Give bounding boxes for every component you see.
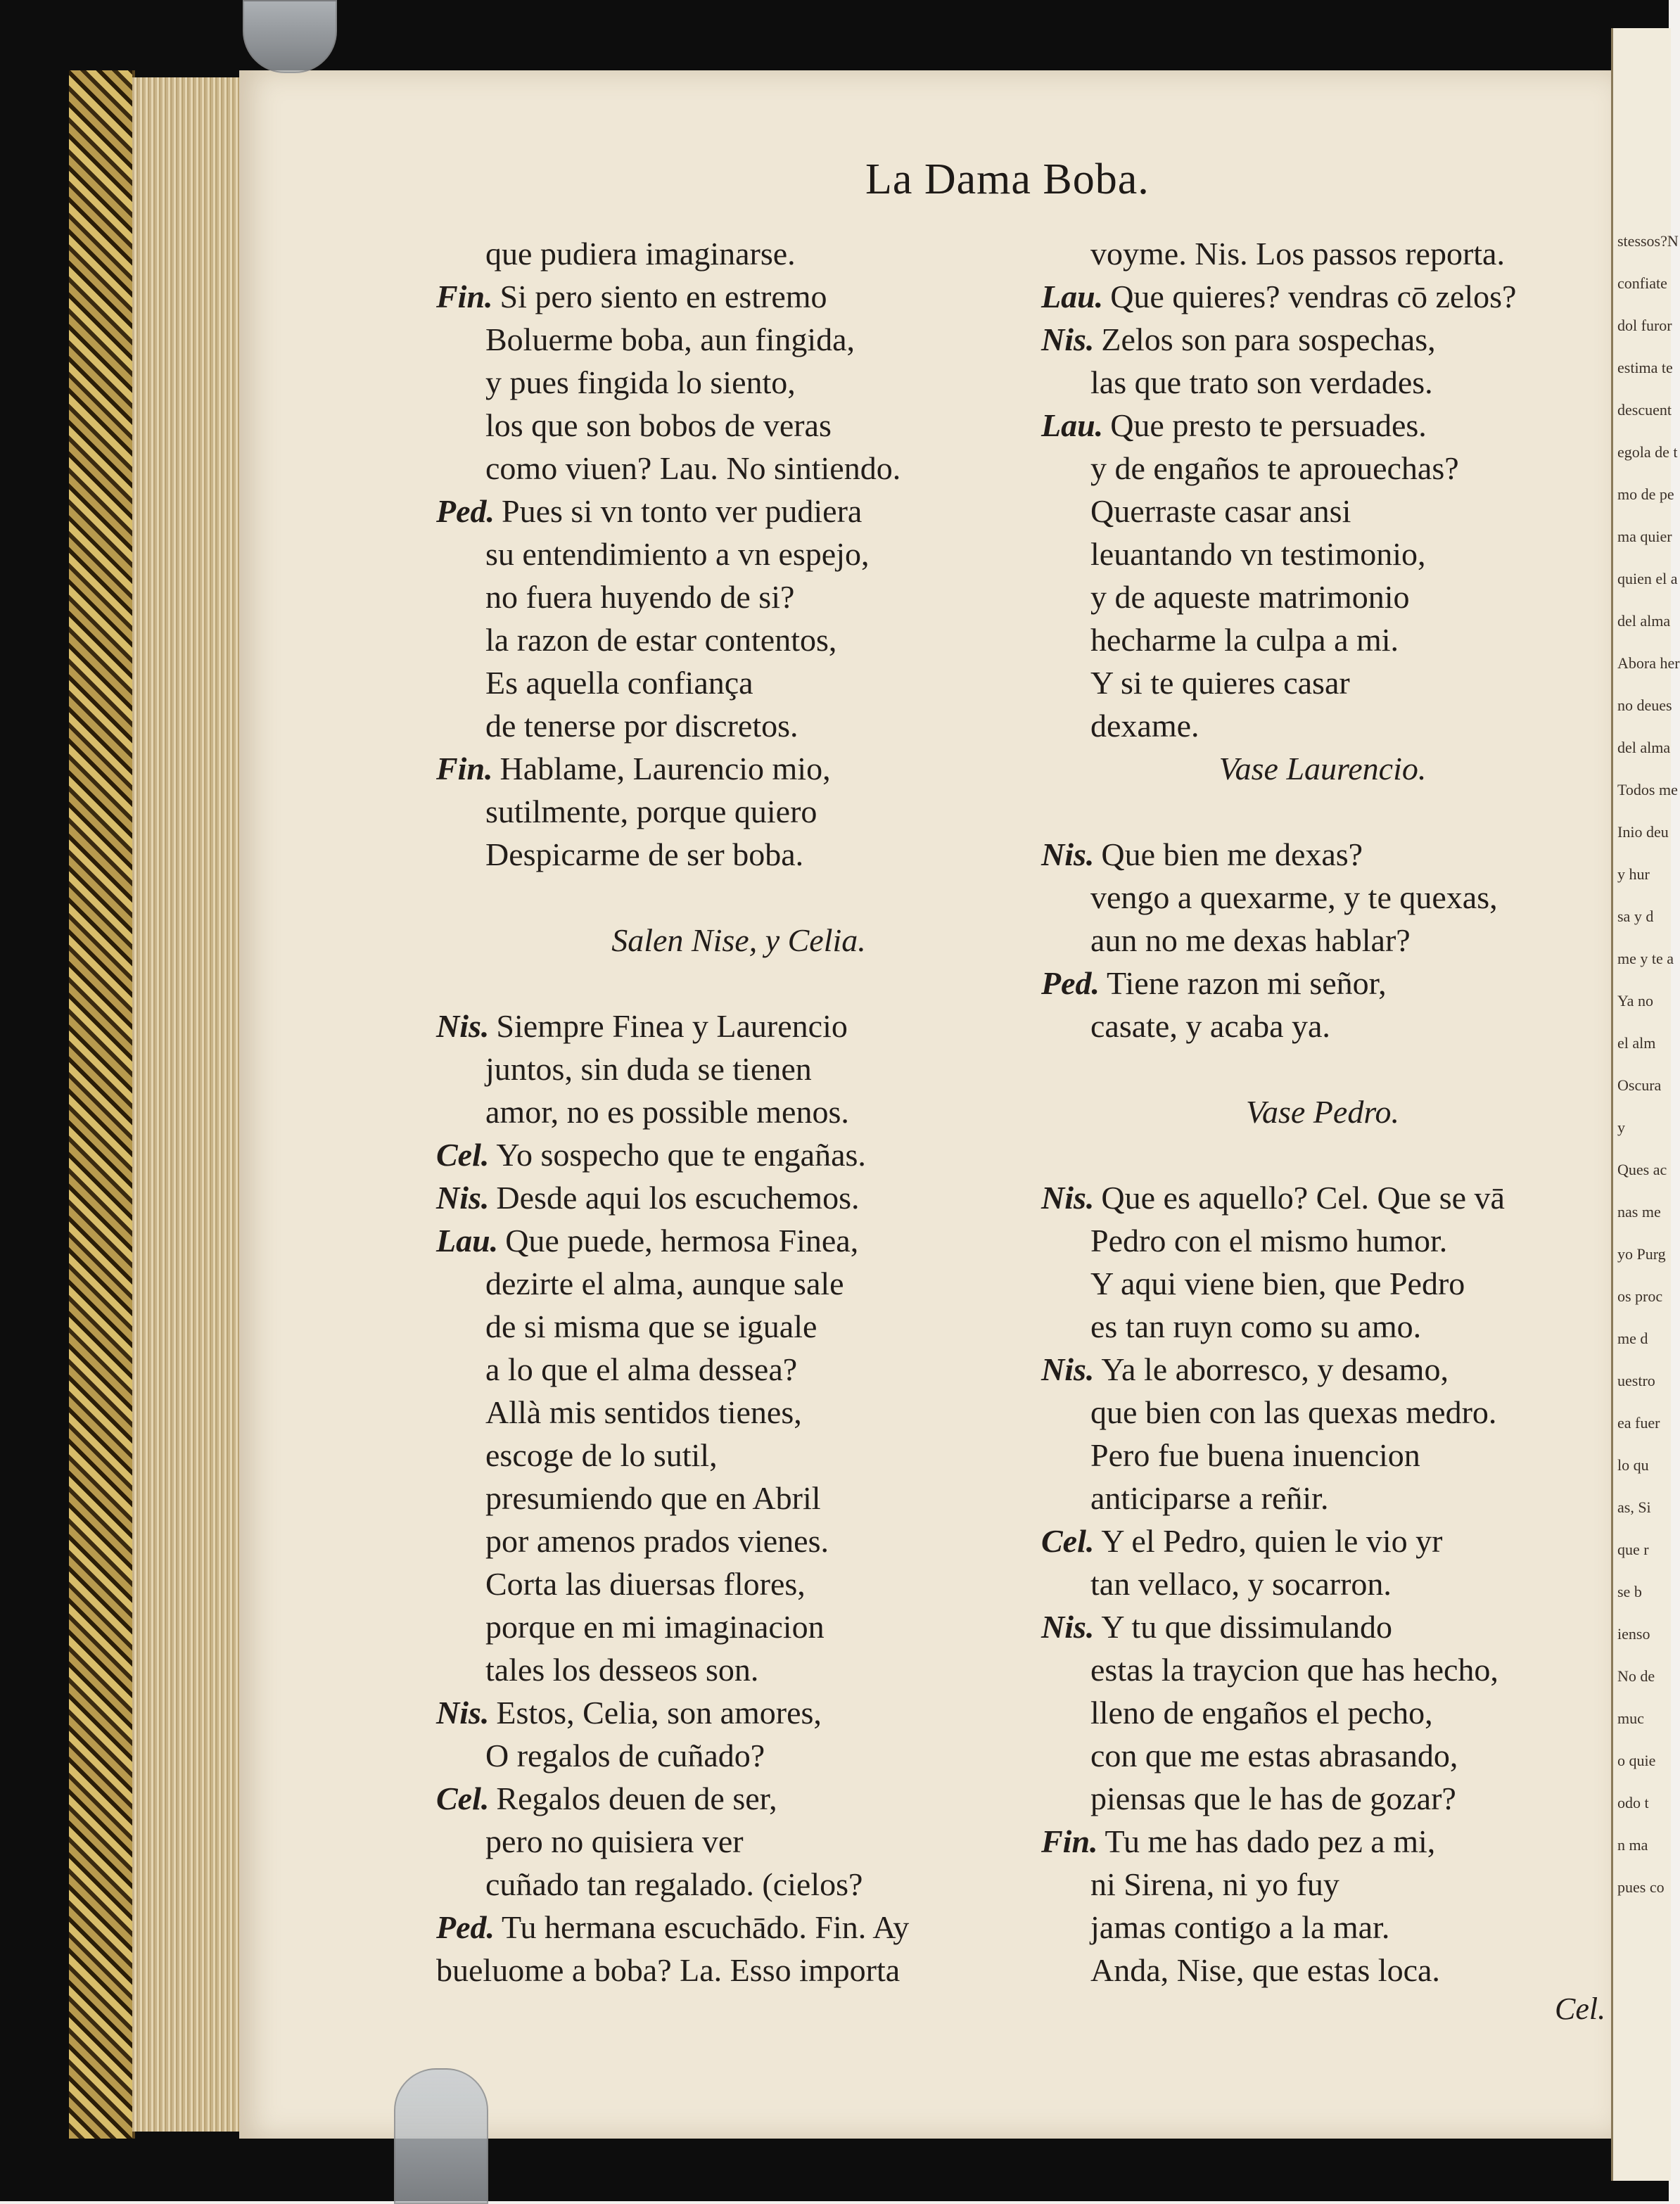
verse-line bbox=[1041, 533, 1604, 575]
verse-line bbox=[1041, 876, 1604, 919]
verse-text: Ya le aborresco, y desamo, bbox=[1101, 1351, 1449, 1387]
verse-text: Siempre Finea y Laurencio bbox=[496, 1008, 848, 1044]
verse-line bbox=[436, 1777, 1041, 1820]
verse-line bbox=[436, 1348, 1041, 1391]
speaker-label: Ped. bbox=[1041, 965, 1100, 1001]
verse-line bbox=[436, 404, 1041, 447]
verse-line bbox=[436, 1262, 1041, 1305]
verse-line bbox=[1041, 318, 1604, 361]
verse-line bbox=[1041, 1005, 1604, 1047]
next-page-fragment: ea fuer bbox=[1617, 1414, 1660, 1432]
verse-line bbox=[436, 1176, 1041, 1219]
verse-text: cuñado tan regalado. (cielos? bbox=[485, 1866, 863, 1902]
verse-line bbox=[436, 618, 1041, 661]
verse-text: Yo sospecho que te engañas. bbox=[496, 1137, 866, 1173]
verse-text: Boluerme boba, aun fingida, bbox=[485, 321, 855, 357]
verse-line bbox=[436, 1434, 1041, 1477]
next-page-fragment: Oscura bbox=[1617, 1076, 1662, 1094]
next-page-fragment: descuent bbox=[1617, 401, 1672, 419]
verse-text: Que bien me dexas? bbox=[1101, 836, 1363, 872]
verse-line bbox=[436, 1133, 1041, 1176]
verse-line bbox=[436, 1863, 1041, 1906]
speaker-label: Fin. bbox=[436, 751, 493, 786]
next-page-fragment: Inio deu bbox=[1617, 823, 1669, 841]
next-page-fragment: o quie bbox=[1617, 1752, 1656, 1769]
verse-line bbox=[436, 1047, 1041, 1090]
verse-text: casate, y acaba ya. bbox=[1090, 1008, 1330, 1044]
gilded-binding-edge bbox=[69, 70, 135, 2139]
verse-text: y pues fingida lo siento, bbox=[485, 364, 796, 400]
verse-line bbox=[436, 533, 1041, 575]
speaker-label: Fin. bbox=[436, 279, 493, 314]
verse-line bbox=[1041, 833, 1604, 876]
speaker-label: Ped. bbox=[436, 493, 495, 529]
verse-text: hecharme la culpa a mi. bbox=[1090, 622, 1399, 658]
verse-text: la razon de estar contentos, bbox=[485, 622, 837, 658]
verse-line bbox=[436, 1949, 1041, 1992]
next-page-fragment: se b bbox=[1617, 1583, 1642, 1600]
verse-text: sutilmente, porque quiero bbox=[485, 794, 817, 829]
speaker-label: Nis. bbox=[1041, 321, 1095, 357]
verse-line bbox=[436, 575, 1041, 618]
verse-text: jamas contigo a la mar. bbox=[1090, 1909, 1390, 1945]
verse-text: por amenos prados vienes. bbox=[485, 1523, 829, 1559]
verse-text: Corta las diuersas flores, bbox=[485, 1566, 806, 1602]
verse-text: su entendimiento a vn espejo, bbox=[485, 536, 870, 572]
verse-text: Que presto te persuades. bbox=[1110, 407, 1427, 443]
verse-line bbox=[1041, 1691, 1604, 1734]
next-page-fragment: muc bbox=[1617, 1709, 1644, 1727]
verse-text: Es aquella confiança bbox=[485, 665, 753, 701]
verse-text: Pedro con el mismo humor. bbox=[1090, 1223, 1448, 1259]
verse-text: Y aqui viene bien, que Pedro bbox=[1090, 1266, 1465, 1301]
verse-line bbox=[436, 447, 1041, 490]
verse-text: es tan ruyn como su amo. bbox=[1090, 1308, 1422, 1344]
verse-text: Querraste casar ansi bbox=[1090, 493, 1351, 529]
verse-text: y de engaños te aprouechas? bbox=[1090, 450, 1459, 486]
next-page-fragment: quien el a bbox=[1617, 570, 1678, 587]
verse-line bbox=[436, 1906, 1041, 1949]
verse-text: ni Sirena, ni yo fuy bbox=[1090, 1866, 1339, 1902]
verse-line bbox=[436, 318, 1041, 361]
next-page-fragment: que r bbox=[1617, 1541, 1649, 1558]
verse-text: Anda, Nise, que estas loca. bbox=[1090, 1952, 1440, 1988]
right-text-column bbox=[1041, 232, 1604, 1992]
verse-line bbox=[1041, 661, 1604, 704]
verse-text: porque en mi imaginacion bbox=[485, 1609, 825, 1645]
verse-text: Allà mis sentidos tienes, bbox=[485, 1394, 802, 1430]
verse-text: de si misma que se iguale bbox=[485, 1308, 817, 1344]
stage-direction: Vase Pedro. bbox=[1245, 1094, 1400, 1130]
verse-text: Si pero siento en estremo bbox=[499, 279, 827, 314]
verse-line bbox=[1041, 404, 1604, 447]
next-page-fragment: no deues bbox=[1617, 696, 1672, 714]
verse-line bbox=[436, 1691, 1041, 1734]
verse-text: Tu me has dado pez a mi, bbox=[1105, 1823, 1436, 1859]
catchword: Cel. bbox=[1555, 1992, 1606, 2026]
verse-text: pero no quisiera ver bbox=[485, 1823, 744, 1859]
next-page-fragment: yo Purg bbox=[1617, 1245, 1666, 1263]
verse-line bbox=[1041, 704, 1604, 747]
verse-line bbox=[1041, 1477, 1604, 1520]
verse-text: juntos, sin duda se tienen bbox=[485, 1051, 812, 1087]
verse-text: Y el Pedro, quien le vio yr bbox=[1101, 1523, 1443, 1559]
verse-text: bueluome a boba? La. Esso importa bbox=[436, 1952, 901, 1988]
verse-text: vengo a quexarme, y te quexas, bbox=[1090, 879, 1498, 915]
next-page-fragment: y hur bbox=[1617, 865, 1650, 883]
next-page-fragment: confiate bbox=[1617, 274, 1667, 292]
next-page-fragment: stessos?N bbox=[1617, 232, 1679, 250]
verse-line bbox=[1041, 232, 1604, 275]
adjacent-page-sliver bbox=[1611, 28, 1680, 2181]
next-page-fragment: ienso bbox=[1617, 1625, 1650, 1643]
running-title: La Dama Boba. bbox=[865, 155, 1150, 203]
verse-line bbox=[436, 1820, 1041, 1863]
verse-text: como viuen? Lau. No sintiendo. bbox=[485, 450, 901, 486]
next-page-fragment: sa y d bbox=[1617, 907, 1654, 925]
speaker-label: Nis. bbox=[1041, 1609, 1095, 1645]
verse-text: presumiendo que en Abril bbox=[485, 1480, 821, 1516]
speaker-label: Nis. bbox=[1041, 836, 1095, 872]
verse-line bbox=[1041, 1605, 1604, 1648]
blank-line bbox=[1041, 790, 1604, 833]
page-stack-edge bbox=[132, 77, 245, 2132]
verse-text: escoge de lo sutil, bbox=[485, 1437, 718, 1473]
verse-line bbox=[1041, 1562, 1604, 1605]
verse-line bbox=[436, 1562, 1041, 1605]
verse-line bbox=[436, 1090, 1041, 1133]
verse-line bbox=[1041, 1391, 1604, 1434]
verse-text: a lo que el alma dessea? bbox=[485, 1351, 798, 1387]
next-page-fragment: dol furor bbox=[1617, 317, 1672, 334]
verse-line bbox=[1041, 1949, 1604, 1992]
verse-text: lleno de engaños el pecho, bbox=[1090, 1695, 1433, 1731]
verse-line bbox=[1041, 1520, 1604, 1562]
verse-line bbox=[436, 790, 1041, 833]
blank-line bbox=[436, 962, 1041, 1005]
verse-line bbox=[436, 361, 1041, 404]
verse-text: Que es aquello? Cel. Que se vā bbox=[1101, 1180, 1505, 1216]
speaker-label: Cel. bbox=[1041, 1523, 1095, 1559]
verse-text: que pudiera imaginarse. bbox=[485, 236, 796, 272]
verse-line bbox=[1041, 962, 1604, 1005]
blank-line bbox=[436, 876, 1041, 919]
next-page-fragment: del alma bbox=[1617, 739, 1671, 756]
next-page-fragment: as, Si bbox=[1617, 1498, 1651, 1516]
verse-text: los que son bobos de veras bbox=[485, 407, 832, 443]
verse-text: y de aqueste matrimonio bbox=[1090, 579, 1410, 615]
next-page-fragment: lo qu bbox=[1617, 1456, 1649, 1474]
verse-text: anticiparse a reñir. bbox=[1090, 1480, 1329, 1516]
verse-line bbox=[1041, 1348, 1604, 1391]
verse-text: Que quieres? vendras cō zelos? bbox=[1110, 279, 1517, 314]
verse-text: Y tu que dissimulando bbox=[1101, 1609, 1392, 1645]
verse-line bbox=[1041, 1820, 1604, 1863]
verse-line bbox=[1041, 490, 1604, 533]
verse-line bbox=[436, 1219, 1041, 1262]
verse-line bbox=[436, 833, 1041, 876]
speaker-label: Nis. bbox=[1041, 1351, 1095, 1387]
next-page-fragment: Ya no bbox=[1617, 992, 1653, 1009]
verse-text: Que puede, hermosa Finea, bbox=[505, 1223, 859, 1259]
verse-text: voyme. Nis. Los passos reporta. bbox=[1090, 236, 1505, 272]
speaker-label: Lau. bbox=[1041, 407, 1104, 443]
speaker-label: Nis. bbox=[436, 1695, 490, 1731]
speaker-label: Nis. bbox=[436, 1180, 490, 1216]
verse-line bbox=[1041, 1777, 1604, 1820]
left-text-column bbox=[436, 232, 1041, 1992]
next-page-fragment: ma quier bbox=[1617, 528, 1672, 545]
verse-text: O regalos de cuñado? bbox=[485, 1738, 765, 1773]
verse-text: amor, no es possible menos. bbox=[485, 1094, 849, 1130]
verse-text: Hablame, Laurencio mio, bbox=[499, 751, 831, 786]
verse-text: Tiene razon mi señor, bbox=[1107, 965, 1387, 1001]
next-page-fragment: Ques ac bbox=[1617, 1161, 1667, 1178]
verse-line bbox=[436, 1648, 1041, 1691]
verse-text: Desde aqui los escuchemos. bbox=[496, 1180, 860, 1216]
next-page-fragment: me d bbox=[1617, 1330, 1648, 1347]
verse-text: de tenerse por discretos. bbox=[485, 708, 798, 744]
next-page-fragment: Todos me bbox=[1617, 781, 1678, 798]
next-page-fragment: estima te bbox=[1617, 359, 1673, 376]
next-page-fragment: y bbox=[1617, 1119, 1625, 1136]
verse-line bbox=[1041, 919, 1604, 962]
verse-text: con que me estas abrasando, bbox=[1090, 1738, 1458, 1773]
verse-line bbox=[436, 704, 1041, 747]
verse-text: Pero fue buena inuencion bbox=[1090, 1437, 1420, 1473]
next-page-fragment: del alma bbox=[1617, 612, 1671, 630]
verse-line bbox=[1041, 361, 1604, 404]
verse-line bbox=[1041, 1906, 1604, 1949]
speaker-label: Lau. bbox=[1041, 279, 1104, 314]
speaker-label: Ped. bbox=[436, 1909, 495, 1945]
verse-text: piensas que le has de gozar? bbox=[1090, 1781, 1456, 1816]
page-clip-bottom bbox=[394, 2068, 488, 2204]
verse-line bbox=[436, 1605, 1041, 1648]
next-page-fragment: pues co bbox=[1617, 1878, 1665, 1896]
verse-line bbox=[436, 232, 1041, 275]
verse-text: Pues si vn tonto ver pudiera bbox=[502, 493, 863, 529]
verse-line bbox=[1041, 275, 1604, 318]
next-page-fragment: Abora her bbox=[1617, 654, 1680, 672]
verse-line bbox=[1041, 1434, 1604, 1477]
verse-text: que bien con las quexas medro. bbox=[1090, 1394, 1497, 1430]
verse-line bbox=[436, 1734, 1041, 1777]
next-page-fragment: uestro bbox=[1617, 1372, 1655, 1389]
verse-line bbox=[1041, 1262, 1604, 1305]
verse-text: leuantando vn testimonio, bbox=[1090, 536, 1426, 572]
verse-line bbox=[436, 1520, 1041, 1562]
speaker-label: Cel. bbox=[436, 1137, 490, 1173]
verse-text: tales los desseos son. bbox=[485, 1652, 759, 1688]
verse-line bbox=[1041, 1219, 1604, 1262]
verse-line bbox=[1041, 1863, 1604, 1906]
verse-text: Despicarme de ser boba. bbox=[485, 836, 804, 872]
verse-line bbox=[436, 747, 1041, 790]
verse-text: las que trato son verdades. bbox=[1090, 364, 1433, 400]
next-page-fragment: n ma bbox=[1617, 1836, 1648, 1854]
verse-line bbox=[436, 1305, 1041, 1348]
speaker-label: Cel. bbox=[436, 1781, 490, 1816]
verse-text: estas la traycion que has hecho, bbox=[1090, 1652, 1498, 1688]
stage-direction: Salen Nise, y Celia. bbox=[611, 922, 866, 958]
verse-line bbox=[1041, 1176, 1604, 1219]
verse-line bbox=[436, 275, 1041, 318]
next-page-fragment: odo t bbox=[1617, 1794, 1649, 1811]
verse-line bbox=[436, 1005, 1041, 1047]
next-page-fragment: mo de pe bbox=[1617, 485, 1674, 503]
verse-line bbox=[1041, 447, 1604, 490]
speaker-label: Nis. bbox=[1041, 1180, 1095, 1216]
verse-text: Zelos son para sospechas, bbox=[1101, 321, 1436, 357]
verse-text: Regalos deuen de ser, bbox=[496, 1781, 777, 1816]
verse-text: dezirte el alma, aunque sale bbox=[485, 1266, 844, 1301]
speaker-label: Fin. bbox=[1041, 1823, 1098, 1859]
verse-text: Tu hermana escuchādo. Fin. Ay bbox=[502, 1909, 910, 1945]
next-page-fragment: nas me bbox=[1617, 1203, 1661, 1221]
next-page-fragment: el alm bbox=[1617, 1034, 1656, 1052]
verse-text: aun no me dexas hablar? bbox=[1090, 922, 1411, 958]
next-page-fragment: me y te a bbox=[1617, 950, 1674, 967]
stage-direction: Vase Laurencio. bbox=[1218, 751, 1427, 786]
verse-line bbox=[1041, 1734, 1604, 1777]
next-page-fragment: os proc bbox=[1617, 1287, 1663, 1305]
verse-line bbox=[1041, 1648, 1604, 1691]
blank-line bbox=[1041, 1133, 1604, 1176]
speaker-label: Lau. bbox=[436, 1223, 499, 1259]
verse-line bbox=[1041, 618, 1604, 661]
verse-text: no fuera huyendo de si? bbox=[485, 579, 795, 615]
verse-line bbox=[436, 1391, 1041, 1434]
page-clip-top bbox=[243, 0, 337, 73]
verse-line bbox=[1041, 1305, 1604, 1348]
verse-text: Estos, Celia, son amores, bbox=[496, 1695, 822, 1731]
verse-line bbox=[436, 661, 1041, 704]
verse-line bbox=[436, 490, 1041, 533]
next-page-fragment: No de bbox=[1617, 1667, 1655, 1685]
next-page-fragment: egola de t bbox=[1617, 443, 1678, 461]
verse-text: dexame. bbox=[1090, 708, 1199, 744]
verse-text: tan vellaco, y socarron. bbox=[1090, 1566, 1392, 1602]
verse-line bbox=[436, 1477, 1041, 1520]
blank-line bbox=[1041, 1047, 1604, 1090]
speaker-label: Nis. bbox=[436, 1008, 490, 1044]
verse-line bbox=[1041, 575, 1604, 618]
verse-text: Y si te quieres casar bbox=[1090, 665, 1350, 701]
